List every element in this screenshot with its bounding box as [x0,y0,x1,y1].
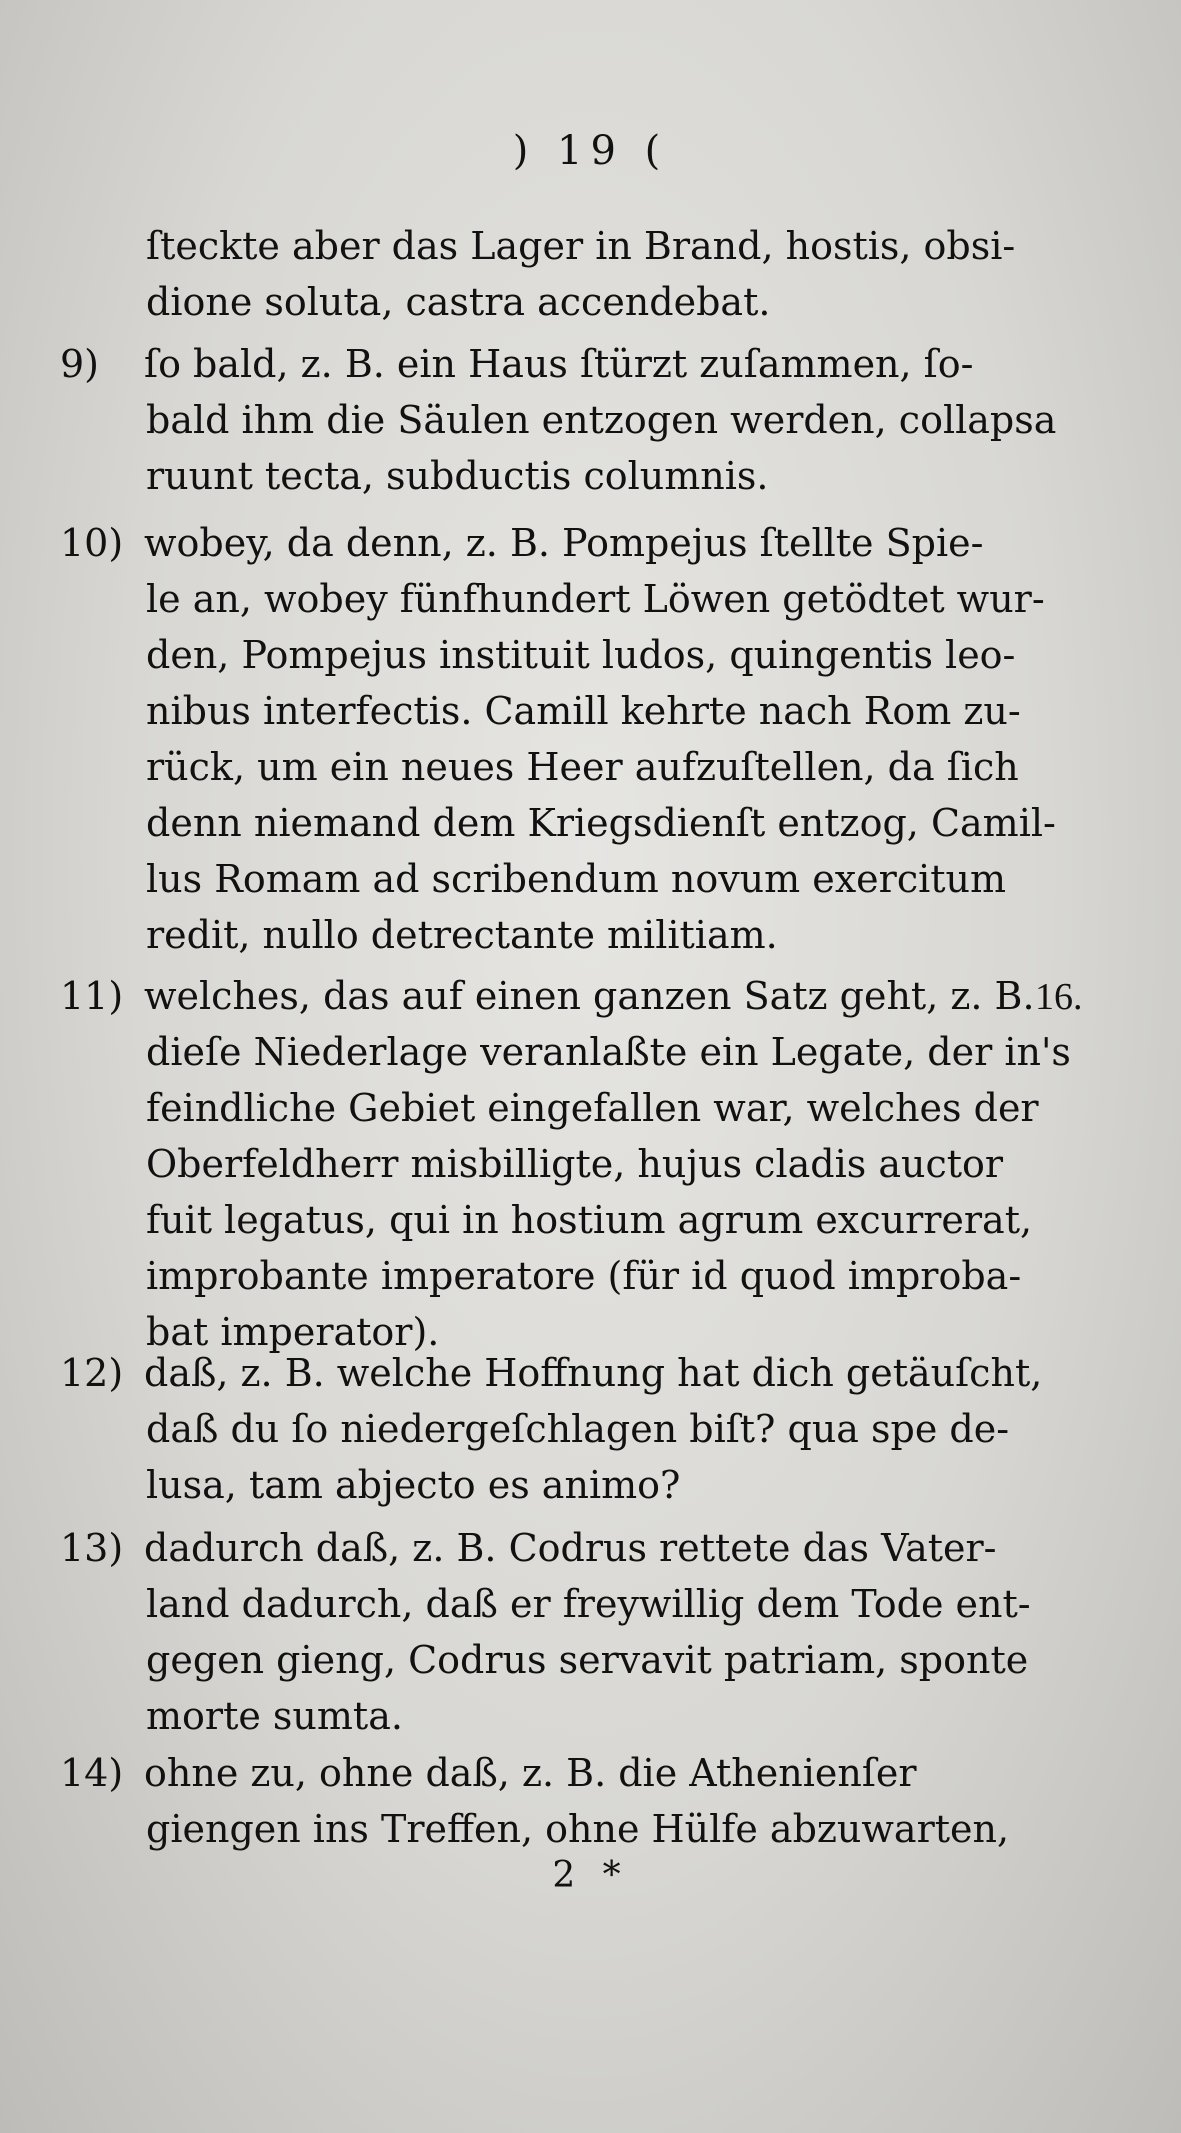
text-line: morte sumta. [146,1694,403,1738]
text-line: ſteckte aber das Lager in Brand, hostis, obsi- [146,224,1016,268]
text-line: wobey, da denn, z. B. Pompejus ſtellte Spie- [144,521,984,565]
text-line: le an, wobey fünfhundert Löwen getödtet wur- [146,577,1045,621]
list-item-9 [60,336,1057,504]
list-item-12 [60,1345,1043,1513]
text-line: fuit legatus, qui in hostium agrum excurrerat, [146,1198,1033,1242]
text-line: lus Romam ad scribendum novum exercitum [146,857,1007,901]
text-line: ohne zu, ohne daß, z. B. die Athenienſer [144,1751,917,1795]
list-item-10 [60,515,1056,963]
item-number: 11) [60,974,124,1018]
text-line: denn niemand dem Kriegsdienſt entzog, Camil- [146,801,1056,845]
text-line: ſo bald, z. B. ein Haus ſtürzt zuſammen, ſo- [144,342,974,386]
text-line: ruunt tecta, subductis columnis. [146,454,769,498]
item-number: 9) [60,342,100,386]
text-line: giengen ins Treffen, ohne Hülfe abzuwarten, [146,1807,1010,1851]
text-line: daß, z. B. welche Hoffnung hat dich getäuſcht, [144,1351,1043,1395]
margin-note: 16. [1035,976,1083,1018]
paragraph-continuation [60,218,1020,330]
text-line: den, Pompejus instituit ludos, quingentis leo- [146,633,1016,677]
text-line: land dadurch, daß er freywillig dem Tode ent- [146,1582,1031,1626]
list-item-14 [60,1745,1020,1857]
item-number: 14) [60,1751,124,1795]
text-line: rück, um ein neues Heer aufzuſtellen, da ſich [146,745,1019,789]
list-item-13 [60,1520,1031,1744]
text-line: dadurch daß, z. B. Codrus rettete das Vater- [144,1526,997,1570]
text-line: daß du ſo niedergeſchlagen biſt? qua spe de- [146,1407,1010,1451]
text-line: nibus interfectis. Camill kehrte nach Rom zu- [146,689,1021,733]
text-line: bald ihm die Säulen entzogen werden, collapsa [146,398,1057,442]
text-line: lusa, tam abjecto es animo? [146,1463,681,1507]
text-line: redit, nullo detrectante militiam. [146,913,778,957]
text-line: dieſe Niederlage veranlaßte ein Legate, der in's [146,1030,1071,1074]
text-line: Oberfeldherr misbilligte, hujus cladis auctor [146,1142,1004,1186]
item-number: 10) [60,521,124,565]
text-line: bat imperator). [146,1310,440,1354]
item-number: 12) [60,1351,124,1395]
text-line: feindliche Gebiet eingefallen war, welches der [146,1086,1039,1130]
item-number: 13) [60,1526,124,1570]
page-number-header: ) 19 ( [512,128,669,174]
text-line: dione soluta, castra accendebat. [146,280,771,324]
text-line: gegen gieng, Codrus servavit patriam, sponte [146,1638,1029,1682]
printer-signature-mark: 2 * [552,1855,629,1896]
text-line: improbante imperatore (für id quod improba- [146,1254,1022,1298]
text-line: welches, das auf einen ganzen Satz geht, z. B. [144,974,1035,1018]
